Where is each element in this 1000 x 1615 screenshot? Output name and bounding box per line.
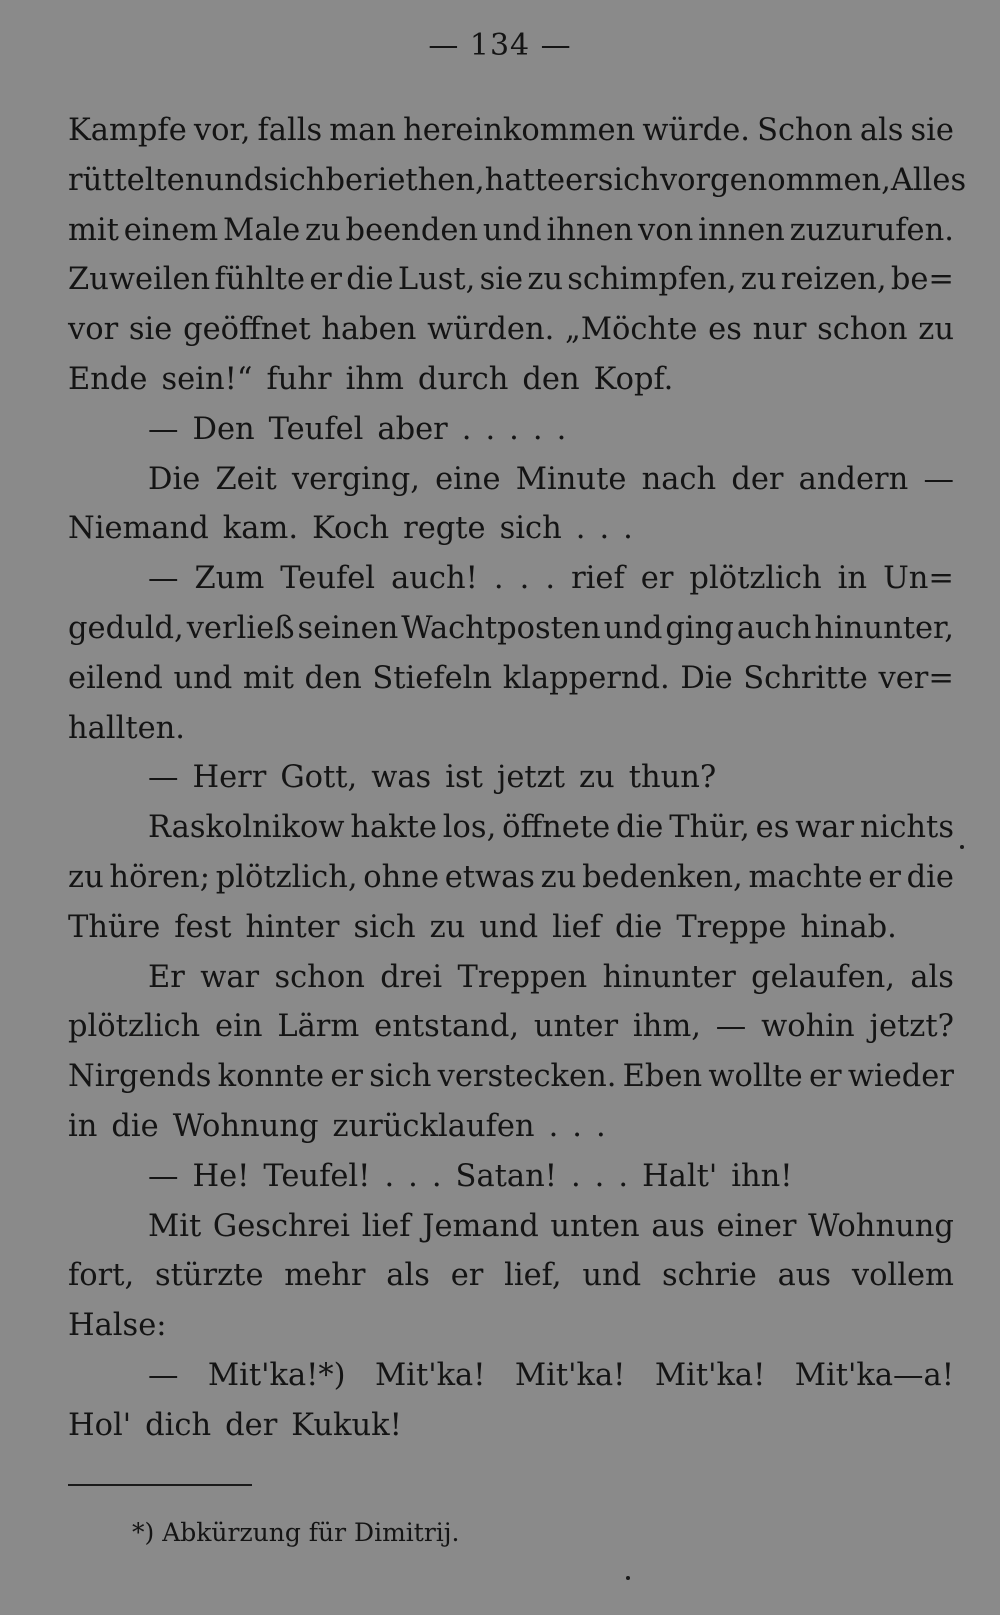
text-line: plötzlich ein Lärm entstand, unter ihm, — wohin jetzt? (68, 1009, 954, 1045)
text-line: Nirgends konnte er sich verstecken. Eben wollte er wieder (68, 1059, 954, 1095)
text-line: Halse: (68, 1308, 167, 1344)
text-line: vor sie geöffnet haben würden. „Möchte es nur schon zu (68, 312, 954, 348)
body-text (68, 106, 967, 1451)
text-line: Niemand kam. Koch regte sich . . . (68, 511, 633, 547)
text-line: in die Wohnung zurücklaufen . . . (68, 1108, 606, 1144)
text-line: Zuweilen fühlte er die Lust, sie zu schimpfen, zu reizen, be= (68, 262, 954, 298)
text-line: Hol' dich der Kukuk! (68, 1407, 402, 1443)
text-line: Ende sein!“ fuhr ihm durch den Kopf. (68, 361, 674, 397)
text-line: Thüre fest hinter sich zu und lief die Treppe hinab. (68, 909, 897, 945)
text-line: Raskolnikow hakte los, öffnete die Thür, es war nichts (148, 810, 954, 846)
text-line: geduld, verließ seinen Wachtposten und ging auch hinunter, (68, 610, 954, 646)
text-line: Mit Geschrei lief Jemand unten aus einer Wohnung (148, 1208, 954, 1244)
text-line: Kampfe vor, falls man hereinkommen würde. Schon als sie (68, 113, 954, 148)
paper-speck (626, 1576, 630, 1580)
text-line: — Zum Teufel auch! . . . rief er plötzlich in Un= (148, 561, 954, 597)
footnote: *) Abkürzung für Dimitrij. (132, 1518, 460, 1547)
text-line: Die Zeit verging, eine Minute nach der andern — (148, 461, 954, 497)
text-line: Er war schon drei Treppen hinunter gelaufen, als (148, 959, 954, 995)
text-line: — Herr Gott, was ist jetzt zu thun? (148, 760, 717, 796)
text-line: fort, stürzte mehr als er lief, und schrie aus vollem (68, 1258, 954, 1294)
text-line: mit einem Male zu beenden und ihnen von innen zuzurufen. (68, 212, 954, 248)
text-line: eilend und mit den Stiefeln klappernd. Die Schritte ver= (68, 660, 954, 696)
footnote-rule (68, 1484, 252, 1486)
text-line: rüttelten und sich beriethen, hatte er sich vorgenommen, Alles (68, 162, 967, 198)
text-line: — Mit'ka!*) Mit'ka! Mit'ka! Mit'ka! Mit'ka—a! (148, 1357, 954, 1393)
text-line: — Den Teufel aber . . . . . (148, 411, 567, 447)
paper-speck (960, 845, 964, 849)
page-number: — 134 — (428, 28, 572, 63)
text-line: — He! Teufel! . . . Satan! . . . Halt' ihn! (148, 1158, 793, 1194)
text-line: zu hören; plötzlich, ohne etwas zu bedenken, machte er die (68, 859, 954, 895)
text-line: hallten. (68, 710, 185, 746)
